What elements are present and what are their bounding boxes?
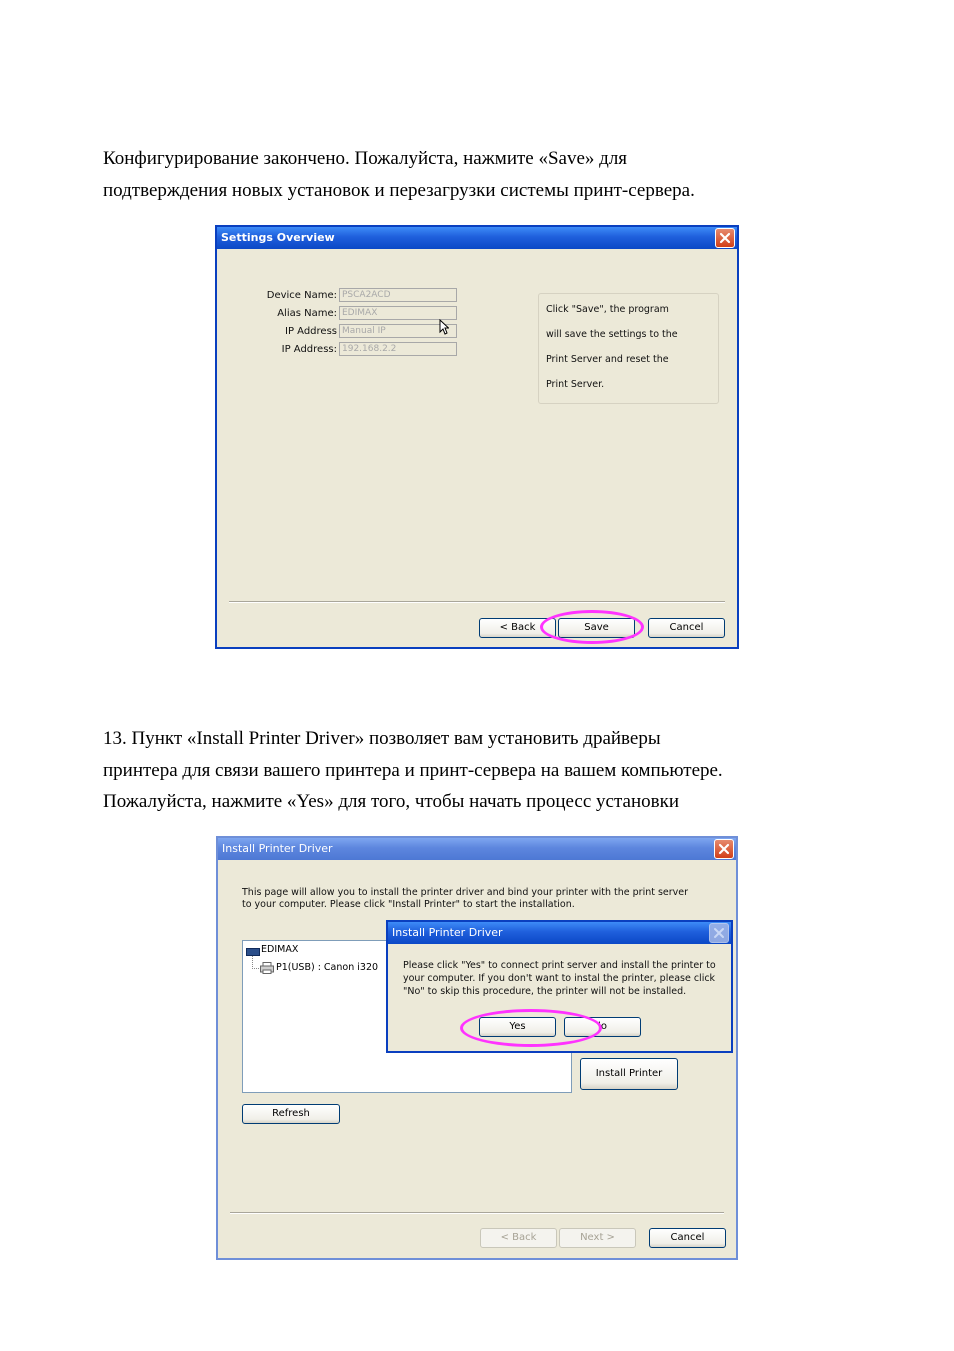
paragraph-1-line-1: Конфигурирование закончено. Пожалуйста, нажмите «Save» для <box>103 148 628 169</box>
install-printer-button[interactable]: Install Printer <box>580 1058 678 1090</box>
tree-root-edimax[interactable]: EDIMAX <box>261 944 299 955</box>
close-icon <box>718 843 730 855</box>
no-button[interactable]: lo <box>564 1017 641 1037</box>
info-line-4: Print Server. <box>546 379 605 390</box>
alias-name-label: Alias Name: <box>277 308 337 319</box>
close-button[interactable] <box>715 228 735 248</box>
install-window-title: Install Printer Driver <box>222 842 333 855</box>
next-button[interactable]: Next > <box>559 1228 636 1248</box>
alias-name-field: EDIMAX <box>339 306 457 320</box>
info-line-3: Print Server and reset the <box>546 354 669 365</box>
close-icon <box>719 232 731 244</box>
install-back-button[interactable]: < Back <box>480 1228 557 1248</box>
tree-item-printer[interactable]: P1(USB) : Canon i320 <box>276 962 379 973</box>
info-line-1: Click "Save", the program <box>546 304 669 315</box>
install-separator <box>230 1212 724 1214</box>
paragraph-1-line-2: подтверждения новых установок и перезагрузки системы принт-сервера. <box>103 180 695 201</box>
yes-button[interactable]: Yes <box>479 1017 556 1037</box>
mouse-cursor-icon <box>439 319 449 335</box>
info-line-2: will save the settings to the <box>546 329 678 340</box>
confirm-dialog <box>386 920 733 1053</box>
ip-mode-field: Manual IP <box>339 324 457 338</box>
refresh-button[interactable]: Refresh <box>242 1104 340 1124</box>
settings-window-title: Settings Overview <box>221 231 335 244</box>
confirm-close-button[interactable] <box>709 923 729 943</box>
cancel-button[interactable]: Cancel <box>648 618 725 638</box>
install-cancel-button[interactable]: Cancel <box>649 1228 726 1248</box>
server-icon <box>246 948 260 956</box>
install-description-line-2: to your computer. Please click "Install Printer" to start the installation. <box>242 899 575 910</box>
paragraph-2-line-2: принтера для связи вашего принтера и принт-сервера на вашем компьютере. <box>103 760 723 781</box>
install-close-button[interactable] <box>714 839 734 859</box>
ip-mode-label: IP Address <box>285 326 337 337</box>
settings-overview-window <box>215 225 739 649</box>
device-name-label: Device Name: <box>266 290 337 301</box>
paragraph-2-line-3: Пожалуйста, нажмите «Yes» для того, чтобы начать процесс установки <box>103 791 679 812</box>
confirm-message-line-2: your computer. If you don't want to instal the printer, please click <box>403 973 716 984</box>
confirm-message-line-1: Please click "Yes" to connect print server and install the printer to <box>403 960 716 971</box>
confirm-dialog-title: Install Printer Driver <box>392 926 503 939</box>
printer-icon <box>260 962 274 974</box>
device-name-field: PSCA2ACD <box>339 288 457 302</box>
save-button[interactable]: Save <box>558 618 635 638</box>
paragraph-2-line-1: 13. Пункт «Install Printer Driver» позволяет вам установить драйверы <box>103 728 661 749</box>
settings-separator <box>229 601 725 603</box>
install-description-line-1: This page will allow you to install the printer driver and bind your printer with the print server <box>242 887 689 898</box>
info-groupbox <box>538 293 719 404</box>
confirm-titlebar[interactable] <box>388 922 731 944</box>
confirm-message-line-3: "No" to skip this procedure, the printer will not be installed. <box>403 986 687 997</box>
back-button[interactable]: < Back <box>479 618 556 638</box>
install-titlebar[interactable] <box>218 838 736 860</box>
ip-address-label: IP Address: <box>281 344 337 355</box>
settings-titlebar[interactable] <box>217 227 737 249</box>
close-icon <box>713 927 725 939</box>
ip-address-field: 192.168.2.2 <box>339 342 457 356</box>
